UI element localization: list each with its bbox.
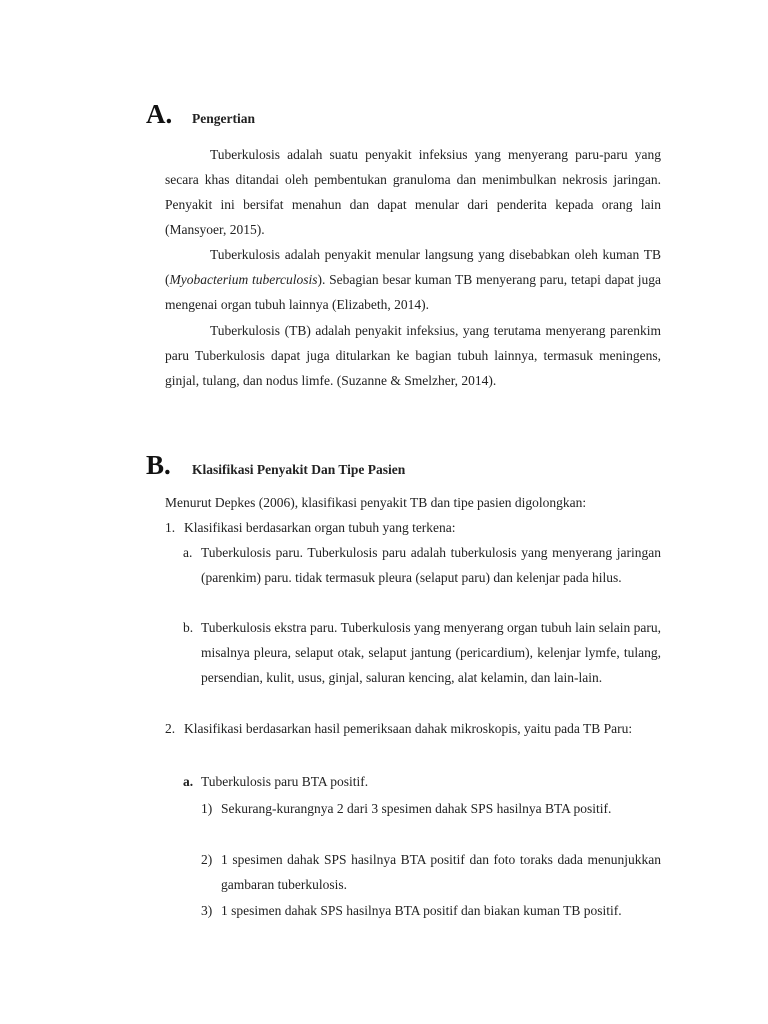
list-item-text: Klasifikasi berdasarkan hasil pemeriksaan dahak mikroskopis, yaitu pada TB Paru:	[184, 721, 633, 736]
list-marker: a.	[183, 545, 193, 560]
list-item	[201, 898, 661, 948]
paragraph-definition-2	[165, 242, 661, 317]
list-marker: b.	[183, 620, 194, 635]
list-marker: 3)	[201, 903, 213, 918]
list-item	[183, 769, 661, 794]
list-item	[201, 796, 661, 846]
list-item	[183, 540, 661, 615]
list-item	[165, 716, 661, 766]
list-item-text: 1 spesimen dahak SPS hasilnya BTA positif dan biakan kuman TB positif.	[221, 903, 622, 918]
list-marker: 2.	[165, 721, 176, 736]
list-marker: 1.	[165, 520, 176, 535]
section-a-heading	[146, 99, 255, 130]
list-marker: a.	[183, 774, 194, 789]
list-item	[165, 515, 661, 540]
paragraph-definition-2-start: Tuberkulosis adalah penyakit menular langsung yang disebabkan oleh kuman TB (	[165, 247, 661, 287]
section-b-title: Klasifikasi Penyakit Dan Tipe Pasien	[192, 462, 406, 477]
section-b-heading	[146, 450, 405, 481]
list-item-text: 1 spesimen dahak SPS hasilnya BTA positif dan foto toraks dada menunjukkan gambaran tuberkulosis.	[221, 852, 661, 892]
list-item-text: Tuberkulosis paru. Tuberkulosis paru adalah tuberkulosis yang menyerang jaringan (parenkim) paru. tidak termasuk pleura (selaput paru) dan kelenjar pada hilus.	[201, 545, 661, 585]
paragraph-definition-1: Tuberkulosis adalah suatu penyakit infeksius yang menyerang paru-paru yang secara khas ditandai oleh pembentukan granuloma dan menimbulkan nekrosis jaringan. Penyakit ini bersifat menahun dan dapat menular dari penderita kepada orang lain (Mansyoer, 2015).	[165, 147, 661, 237]
section-a-letter: A.	[146, 99, 173, 129]
species-name: Myobacterium tuberculosis	[169, 272, 318, 287]
paragraph-definition-3: Tuberkulosis (TB) adalah penyakit infeksius, yang terutama menyerang parenkim paru Tuberkulosis dapat juga ditularkan ke bagian tubuh lainnya, termasuk meningens, ginjal, tulang, dan nodus limfe. (Suzanne & Smelzher, 2014).	[165, 323, 661, 388]
list-item-text: Klasifikasi berdasarkan organ tubuh yang terkena:	[184, 520, 456, 535]
list-item-text: Sekurang-kurangnya 2 dari 3 spesimen dahak SPS hasilnya BTA positif.	[221, 801, 612, 816]
list-item-text: Tuberkulosis paru BTA positif.	[201, 774, 369, 789]
section-a-title: Pengertian	[192, 111, 255, 126]
paragraph-definition-2-end: ). Sebagian besar kuman TB menyerang paru, tetapi dapat juga mengenai organ tubuh lainnya (Elizabeth, 2014).	[165, 272, 661, 312]
list-item	[183, 615, 661, 715]
section-b-letter: B.	[146, 450, 171, 480]
section-b-intro: Menurut Depkes (2006), klasifikasi penyakit TB dan tipe pasien digolongkan:	[165, 495, 587, 510]
list-item-text: Tuberkulosis ekstra paru. Tuberkulosis yang menyerang organ tubuh lain selain paru, misalnya pleura, selaput otak, selaput jantung (pericardium), kelenjar lymfe, tulang, persendian, kulit, usus, ginjal, saluran kencing, alat kelamin, dan lain-lain.	[201, 620, 661, 685]
list-item	[201, 847, 661, 897]
list-marker: 2)	[201, 852, 213, 867]
list-marker: 1)	[201, 801, 213, 816]
